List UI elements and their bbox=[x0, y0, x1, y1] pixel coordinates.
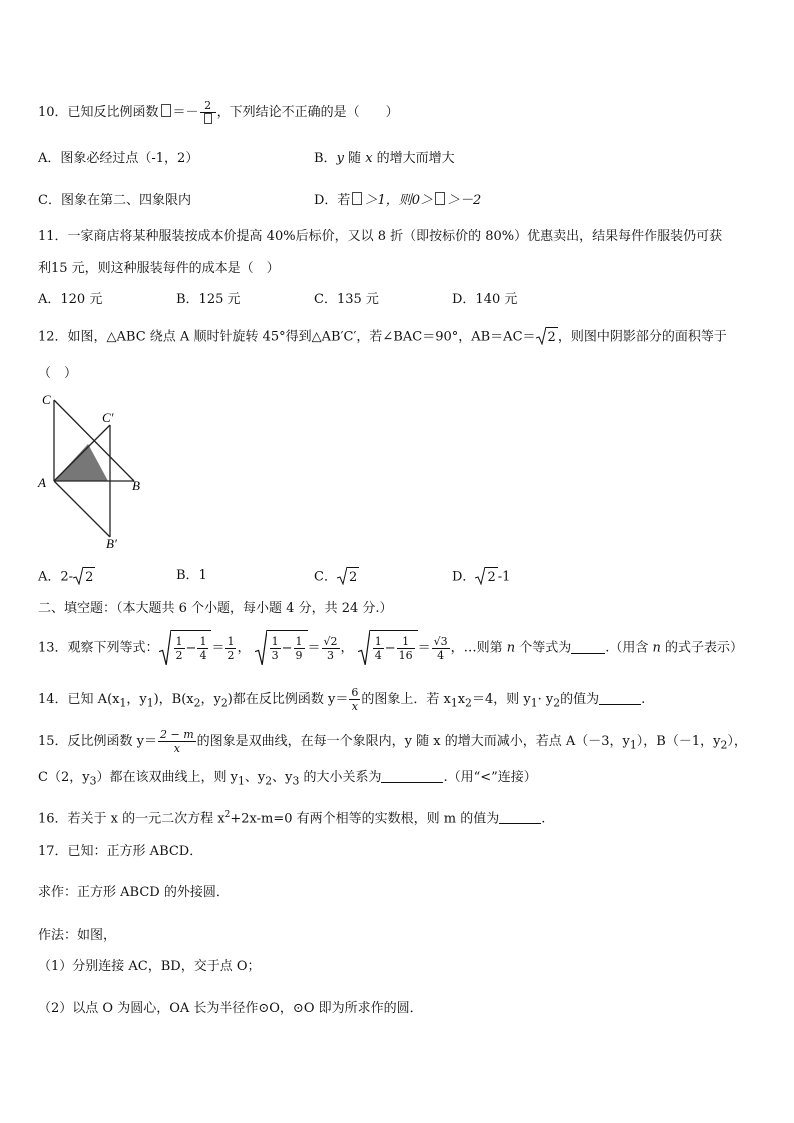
question-10-option-b: B．y 随 x 的增大而增大 bbox=[314, 151, 455, 166]
answer-blank[interactable] bbox=[571, 653, 605, 654]
question-17-given: 17．已知：正方形 ABCD． bbox=[38, 844, 203, 859]
question-14: 14．已知 $A(x_1$，$y_1$)，$B(x_2$，$y_2$)都在反比例函数 y＝ $\frac{6}{x}$ 的图象上．若 $x_1x_2=4$，则 $y_1\cdot y_2$的值为 . bbox=[38, 686, 646, 713]
section-2-heading: 二、填空题：（本大题共 6 个小题，每小题 4 分，共 24 分.） bbox=[38, 601, 393, 616]
rotation-figure bbox=[34, 390, 154, 555]
question-17-method-heading: 作法：如图， bbox=[38, 928, 117, 943]
label-a: A bbox=[38, 475, 46, 490]
missing-glyph-box bbox=[161, 104, 171, 117]
label-b: B bbox=[132, 478, 140, 493]
answer-blank[interactable] bbox=[499, 823, 541, 824]
question-12-option-c: C． 2 bbox=[314, 567, 359, 587]
segment-ab-prime bbox=[54, 481, 110, 537]
question-16: 16．若关于 x 的一元二次方程 $x^2+2x-m=0$ 有两个相等的实数根，则 m 的值为 . bbox=[38, 810, 546, 827]
fraction-2-over-box: 2 bbox=[200, 99, 216, 126]
question-10-option-d: D．若 ＞1，则0＞ ＞－2 bbox=[314, 193, 482, 208]
answer-blank[interactable] bbox=[381, 782, 443, 783]
question-17-construct: 求作：正方形 ABCD 的外接圆． bbox=[38, 885, 229, 900]
question-13: 13．观察下列等式： $\frac{1}{2}$ − $\frac{1}{4}$ ＝ $\frac{1}{2}$ ， $\frac{1}{3}$ − $\frac{1}{9}$ ＝ $\frac{√2}{3}$ ， $\frac{1}{4}$ − $\frac{1}{16}$ ＝ $\frac{√3}{4}$ ，…则第 n 个等式为 .（用含 n 的式子表示） bbox=[38, 630, 743, 666]
equation-3-radical: $\frac{1}{4}$ − $\frac{1}{16}$ bbox=[358, 630, 418, 666]
question-12-line-1: 12．如图，△ABC 绕点 A 顺时针旋转 45°得到△AB′C′，若∠BAC＝90°，AB＝AC＝ 2 ，则图中阴影部分的面积等于 bbox=[38, 327, 727, 347]
question-15-line-1: 15．反比例函数 y＝ $\frac{2 - m}{x}$ 的图象是双曲线，在每一个象限内，y 随 x 的增大而减小，若点 A（－3，$y_1$），B（－1，$y_2$）， bbox=[38, 728, 747, 755]
question-17-step-1: （1）分别连接 AC，BD，交于点 O； bbox=[38, 959, 261, 974]
question-11-option-c: C．135 元 bbox=[314, 292, 379, 307]
question-11-line-1: 11．一家商店将某种服装按成本价提高 40%后标价，又以 8 折（即按标价的 80%）优惠卖出，结果每件作服装仍可获 bbox=[38, 229, 723, 244]
label-c-prime: C′ bbox=[102, 410, 114, 425]
answer-blank[interactable] bbox=[599, 704, 641, 705]
fraction-2-minus-m-over-x: $\frac{2 - m}{x}$ bbox=[160, 728, 194, 755]
equation-1-radical: $\frac{1}{2}$ − $\frac{1}{4}$ bbox=[159, 630, 212, 666]
question-10-stem: 10．已知反比例函数 ＝－ 2 ，下列结论不正确的是（ ） bbox=[38, 99, 399, 126]
question-12-option-d: D． 2 -1 bbox=[452, 567, 510, 587]
sqrt-2: 2 bbox=[536, 327, 558, 347]
question-10-option-c: C．图象在第二、四象限内 bbox=[38, 193, 191, 208]
question-12-option-a: A．2- 2 bbox=[38, 567, 95, 587]
label-c: C bbox=[42, 392, 51, 407]
question-11-option-b: B．125 元 bbox=[176, 292, 241, 307]
equation-2-radical: $\frac{1}{3}$ − $\frac{1}{9}$ bbox=[255, 630, 308, 666]
question-17-step-2: （2）以点 O 为圆心，OA 长为半径作⊙O，⊙O 即为所求作的圆． bbox=[38, 1001, 423, 1016]
shaded-region bbox=[54, 444, 108, 481]
label-b-prime: B′ bbox=[106, 536, 117, 551]
question-11-option-a: A．120 元 bbox=[38, 292, 103, 307]
question-11-line-2: 利15 元，则这种服装每件的成本是（ ） bbox=[38, 261, 280, 276]
question-15-line-2: C（2，$y_3$）都在该双曲线上，则 $y_1$、$y_2$、$y_3$ 的大小关系为 .（用“<”连接） bbox=[38, 770, 537, 788]
question-10-option-a: A．图象必经过点（-1，2） bbox=[38, 151, 199, 166]
question-11-option-d: D．140 元 bbox=[452, 292, 518, 307]
question-12-option-b: B．1 bbox=[176, 568, 207, 583]
fraction-6-over-x: $\frac{6}{x}$ bbox=[351, 686, 359, 713]
question-12-line-2: （ ） bbox=[38, 366, 78, 381]
